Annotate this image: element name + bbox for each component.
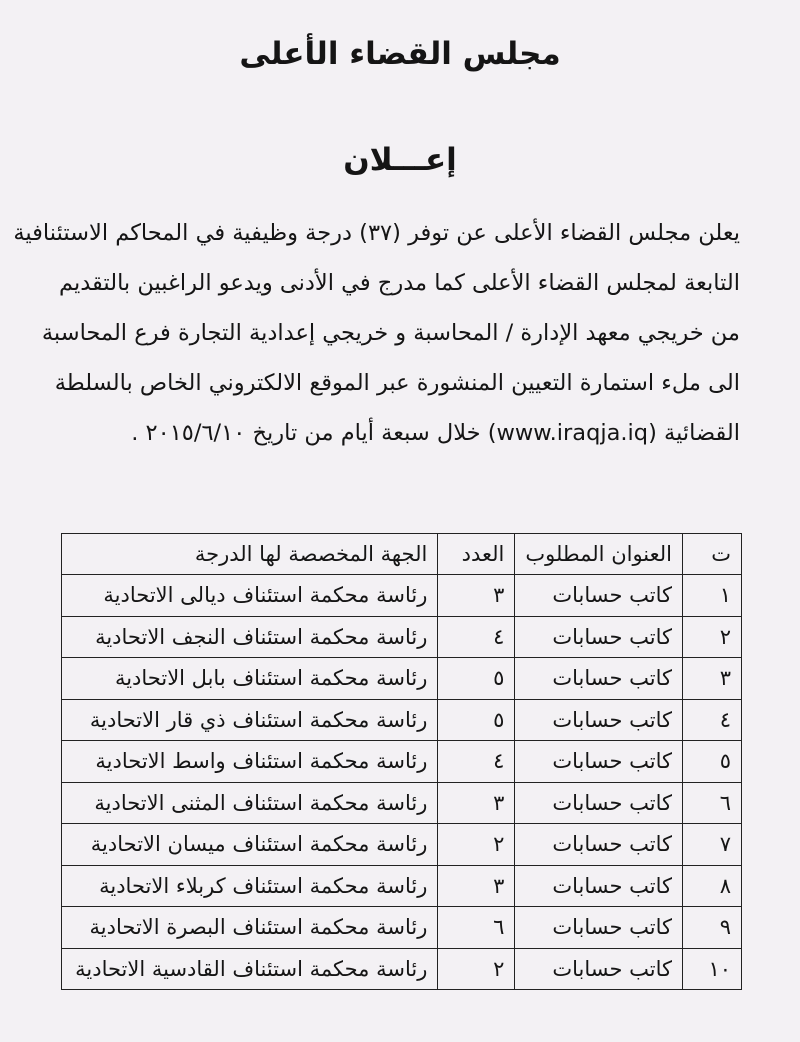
cell-no: ٩: [683, 907, 742, 949]
cell-no: ١: [683, 575, 742, 617]
table-row: [62, 907, 742, 949]
cell-title: كاتب حسابات: [515, 699, 683, 741]
positions-table: [61, 533, 742, 990]
cell-no: ٢: [683, 616, 742, 658]
table-row: [62, 782, 742, 824]
website-link[interactable]: www.iraqja.iq: [496, 420, 649, 446]
header-count: العدد: [438, 534, 515, 575]
cell-count: ٥: [438, 658, 515, 700]
cell-no: ٥: [683, 741, 742, 783]
table-row: [62, 824, 742, 866]
cell-destination: رئاسة محكمة استئناف بابل الاتحادية: [62, 658, 438, 700]
table-row: [62, 699, 742, 741]
cell-no: ٨: [683, 865, 742, 907]
paragraph-last-prefix: القضائية (: [648, 420, 740, 446]
cell-title: كاتب حسابات: [515, 616, 683, 658]
announcement-paragraph: [13, 208, 740, 458]
paragraph-line: التابعة لمجلس القضاء الأعلى كما مدرج في الأدنى ويدعو الراغبين بالتقديم: [59, 270, 740, 296]
paragraph-last-suffix: ) خلال سبعة أيام من تاريخ ٢٠١٥/٦/١٠ .: [131, 420, 497, 446]
table-header-row: [62, 534, 742, 575]
paragraph-last-line: [62, 408, 740, 458]
cell-count: ٣: [438, 575, 515, 617]
cell-count: ٤: [438, 616, 515, 658]
cell-title: كاتب حسابات: [515, 907, 683, 949]
cell-count: ٤: [438, 741, 515, 783]
page-title: مجلس القضاء الأعلى: [239, 36, 561, 72]
cell-title: كاتب حسابات: [515, 658, 683, 700]
cell-count: ٢: [438, 824, 515, 866]
table-row: [62, 616, 742, 658]
paragraph-line: من خريجي معهد الإدارة / المحاسبة و خريجي إعدادية التجارة فرع المحاسبة: [41, 320, 740, 346]
cell-count: ٢: [438, 948, 515, 990]
announcement-heading: إعـــلان: [343, 142, 457, 178]
cell-destination: رئاسة محكمة استئناف ديالى الاتحادية: [62, 575, 438, 617]
cell-destination: رئاسة محكمة استئناف كربلاء الاتحادية: [62, 865, 438, 907]
cell-count: ٥: [438, 699, 515, 741]
cell-count: ٣: [438, 782, 515, 824]
cell-title: كاتب حسابات: [515, 782, 683, 824]
cell-destination: رئاسة محكمة استئناف واسط الاتحادية: [62, 741, 438, 783]
cell-no: ٦: [683, 782, 742, 824]
cell-title: كاتب حسابات: [515, 865, 683, 907]
paragraph-line: يعلن مجلس القضاء الأعلى عن توفر (٣٧) درجة وظيفية في المحاكم الاستئنافية: [13, 220, 740, 246]
cell-count: ٦: [438, 907, 515, 949]
cell-title: كاتب حسابات: [515, 948, 683, 990]
header-title: العنوان المطلوب: [515, 534, 683, 575]
cell-destination: رئاسة محكمة استئناف النجف الاتحادية: [62, 616, 438, 658]
cell-destination: رئاسة محكمة استئناف البصرة الاتحادية: [62, 907, 438, 949]
header-no: ت: [683, 534, 742, 575]
cell-title: كاتب حسابات: [515, 575, 683, 617]
table-row: [62, 741, 742, 783]
cell-title: كاتب حسابات: [515, 741, 683, 783]
cell-no: ٧: [683, 824, 742, 866]
cell-destination: رئاسة محكمة استئناف ميسان الاتحادية: [62, 824, 438, 866]
table-row: [62, 658, 742, 700]
cell-destination: رئاسة محكمة استئناف ذي قار الاتحادية: [62, 699, 438, 741]
cell-no: ٤: [683, 699, 742, 741]
paragraph-line: الى ملء استمارة التعيين المنشورة عبر الموقع الالكتروني الخاص بالسلطة: [54, 370, 740, 396]
table-row: [62, 948, 742, 990]
cell-title: كاتب حسابات: [515, 824, 683, 866]
cell-no: ٣: [683, 658, 742, 700]
table-row: [62, 865, 742, 907]
header-destination: الجهة المخصصة لها الدرجة: [62, 534, 438, 575]
cell-destination: رئاسة محكمة استئناف القادسية الاتحادية: [62, 948, 438, 990]
table-row: [62, 575, 742, 617]
cell-no: ١٠: [683, 948, 742, 990]
cell-count: ٣: [438, 865, 515, 907]
cell-destination: رئاسة محكمة استئناف المثنى الاتحادية: [62, 782, 438, 824]
